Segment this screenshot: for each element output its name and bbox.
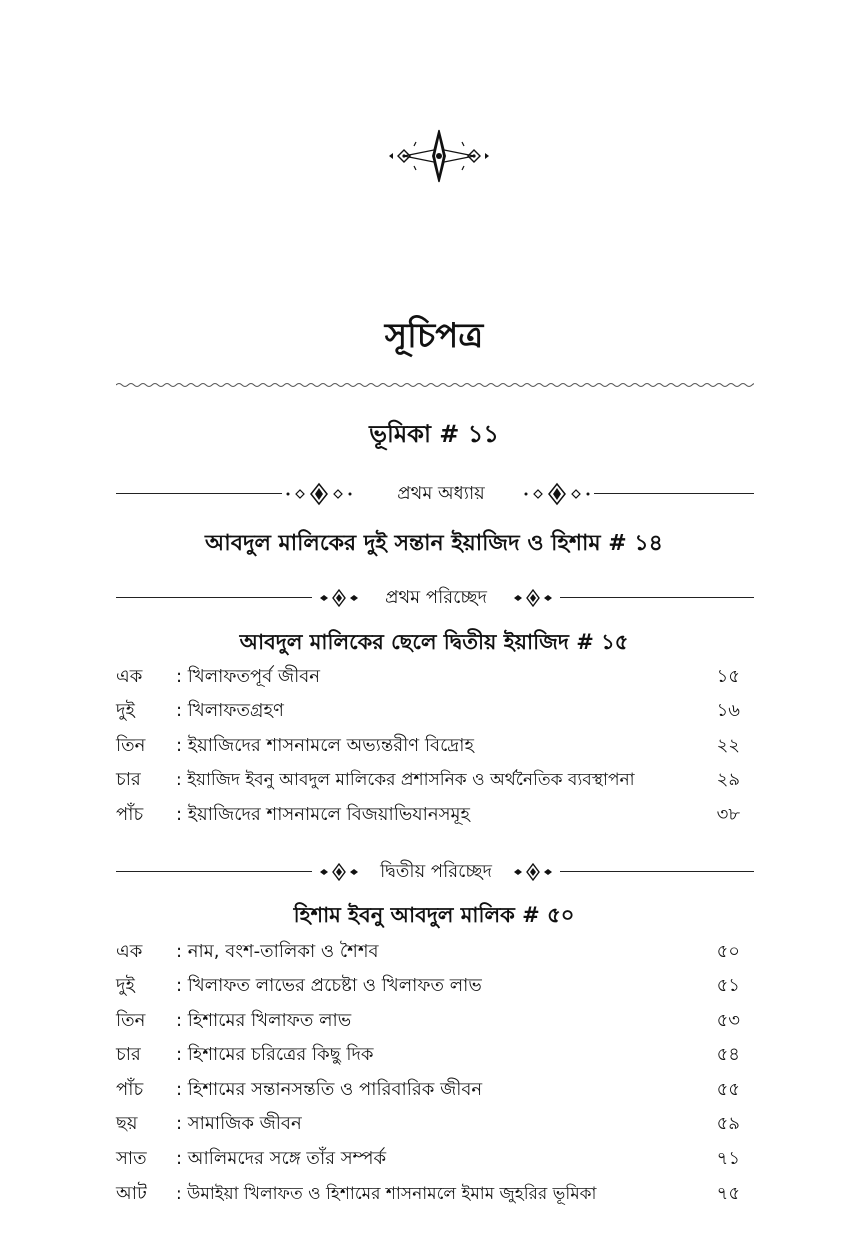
section-heading[interactable]: হিশাম ইবনু আবদুল মালিক # ৫০ [293, 903, 575, 927]
diamond-star-ornament-icon [384, 128, 494, 184]
chapter-heading[interactable]: আবদুল মালিকের দুই সন্তান ইয়াজিদ ও হিশাম # ১৪ [205, 531, 663, 556]
entry-page: ৫৪ [716, 1044, 740, 1065]
entry-page: ৫৫ [716, 1079, 740, 1100]
small-diamond-ornament-icon [284, 482, 354, 506]
toc-entry[interactable] [116, 971, 754, 1001]
entry-title: : ইয়াজিদের শাসনামলে অভ্যন্তরীণ বিদ্রোহ [176, 735, 474, 756]
entry-page: ২৯ [716, 769, 740, 790]
entry-title: : ইয়াজিদের শাসনামলে বিজয়াভিযানসমূহ [176, 804, 470, 825]
section-label: দ্বিতীয় পরিচ্ছেদ [380, 861, 492, 882]
entry-title: : হিশামের খিলাফত লাভ [176, 1010, 352, 1031]
small-diamond-ornament-icon [522, 482, 592, 506]
entry-page: ২২ [716, 735, 740, 756]
entry-title: : সামাজিক জীবন [176, 1113, 302, 1134]
toc-entry[interactable] [116, 731, 754, 761]
entry-page: ৫১ [716, 975, 740, 996]
toc-entry[interactable] [116, 1075, 754, 1105]
entry-number: পাঁচ [116, 1079, 144, 1100]
entry-title: : হিশামের সন্তানসন্ততি ও পারিবারিক জীবন [176, 1079, 483, 1100]
entry-number: সাত [116, 1148, 147, 1169]
entry-page: ৫০ [716, 941, 740, 962]
entry-page: ৫৯ [716, 1113, 740, 1134]
entry-number: চার [116, 1044, 141, 1065]
entry-number: পাঁচ [116, 804, 144, 825]
entry-title: : খিলাফতগ্রহণ [176, 700, 284, 721]
toc-entry[interactable] [116, 765, 754, 795]
entry-number: এক [116, 941, 143, 962]
small-diamond-ornament-icon [314, 860, 364, 884]
small-diamond-ornament-icon [508, 860, 558, 884]
entry-page: ৭৫ [716, 1183, 740, 1204]
toc-entry[interactable] [116, 696, 754, 726]
toc-entry[interactable] [116, 1144, 754, 1174]
entry-page: ১৫ [716, 666, 740, 687]
entry-page: ১৬ [716, 700, 740, 721]
section-divider [116, 860, 754, 884]
entry-title: : উমাইয়া খিলাফত ও হিশামের শাসনামলে ইমাম জুহরির ভূমিকা [176, 1184, 597, 1204]
toc-entry[interactable] [116, 937, 754, 967]
entry-number: ছয় [116, 1113, 138, 1134]
entry-number: দুই [116, 700, 135, 721]
chapter-label: প্রথম অধ্যায় [397, 483, 485, 504]
section-heading[interactable]: আবদুল মালিকের ছেলে দ্বিতীয় ইয়াজিদ # ১৫ [239, 630, 629, 654]
entry-number: এক [116, 666, 143, 687]
entry-number: তিন [116, 735, 146, 756]
entry-page: ৩৮ [716, 804, 740, 825]
small-diamond-ornament-icon [508, 586, 558, 610]
entry-title: : ইয়াজিদ ইবনু আবদুল মালিকের প্রশাসনিক ও অর্থনৈতিক ব্যবস্থাপনা [176, 770, 635, 790]
section-label: প্রথম পরিচ্ছেদ [385, 587, 487, 608]
toc-entry[interactable] [116, 1040, 754, 1070]
wavy-divider [116, 380, 754, 390]
small-diamond-ornament-icon [314, 586, 364, 610]
entry-page: ৫৩ [716, 1010, 740, 1031]
intro-entry[interactable]: ভূমিকা # ১১ [369, 420, 499, 448]
entry-title: : খিলাফত লাভের প্রচেষ্টা ও খিলাফত লাভ [176, 975, 482, 996]
entry-title: : আলিমদের সঙ্গে তাঁর সম্পর্ক [176, 1148, 387, 1169]
toc-entry[interactable] [116, 1006, 754, 1036]
entry-title: : নাম, বংশ-তালিকা ও শৈশব [176, 941, 379, 962]
entry-number: তিন [116, 1010, 146, 1031]
section-divider [116, 586, 754, 610]
toc-entry[interactable] [116, 1109, 754, 1139]
entry-title: : হিশামের চরিত্রের কিছু দিক [176, 1044, 374, 1065]
entry-number: চার [116, 769, 141, 790]
page-title: সূচিপত্র [384, 316, 484, 356]
toc-entry[interactable] [116, 800, 754, 830]
toc-entry[interactable] [116, 1179, 754, 1209]
toc-entry[interactable] [116, 662, 754, 692]
entry-page: ৭১ [716, 1148, 740, 1169]
entry-number: দুই [116, 975, 135, 996]
chapter-divider [116, 482, 754, 506]
entry-title: : খিলাফতপূর্ব জীবন [176, 666, 321, 687]
entry-number: আট [116, 1183, 147, 1204]
